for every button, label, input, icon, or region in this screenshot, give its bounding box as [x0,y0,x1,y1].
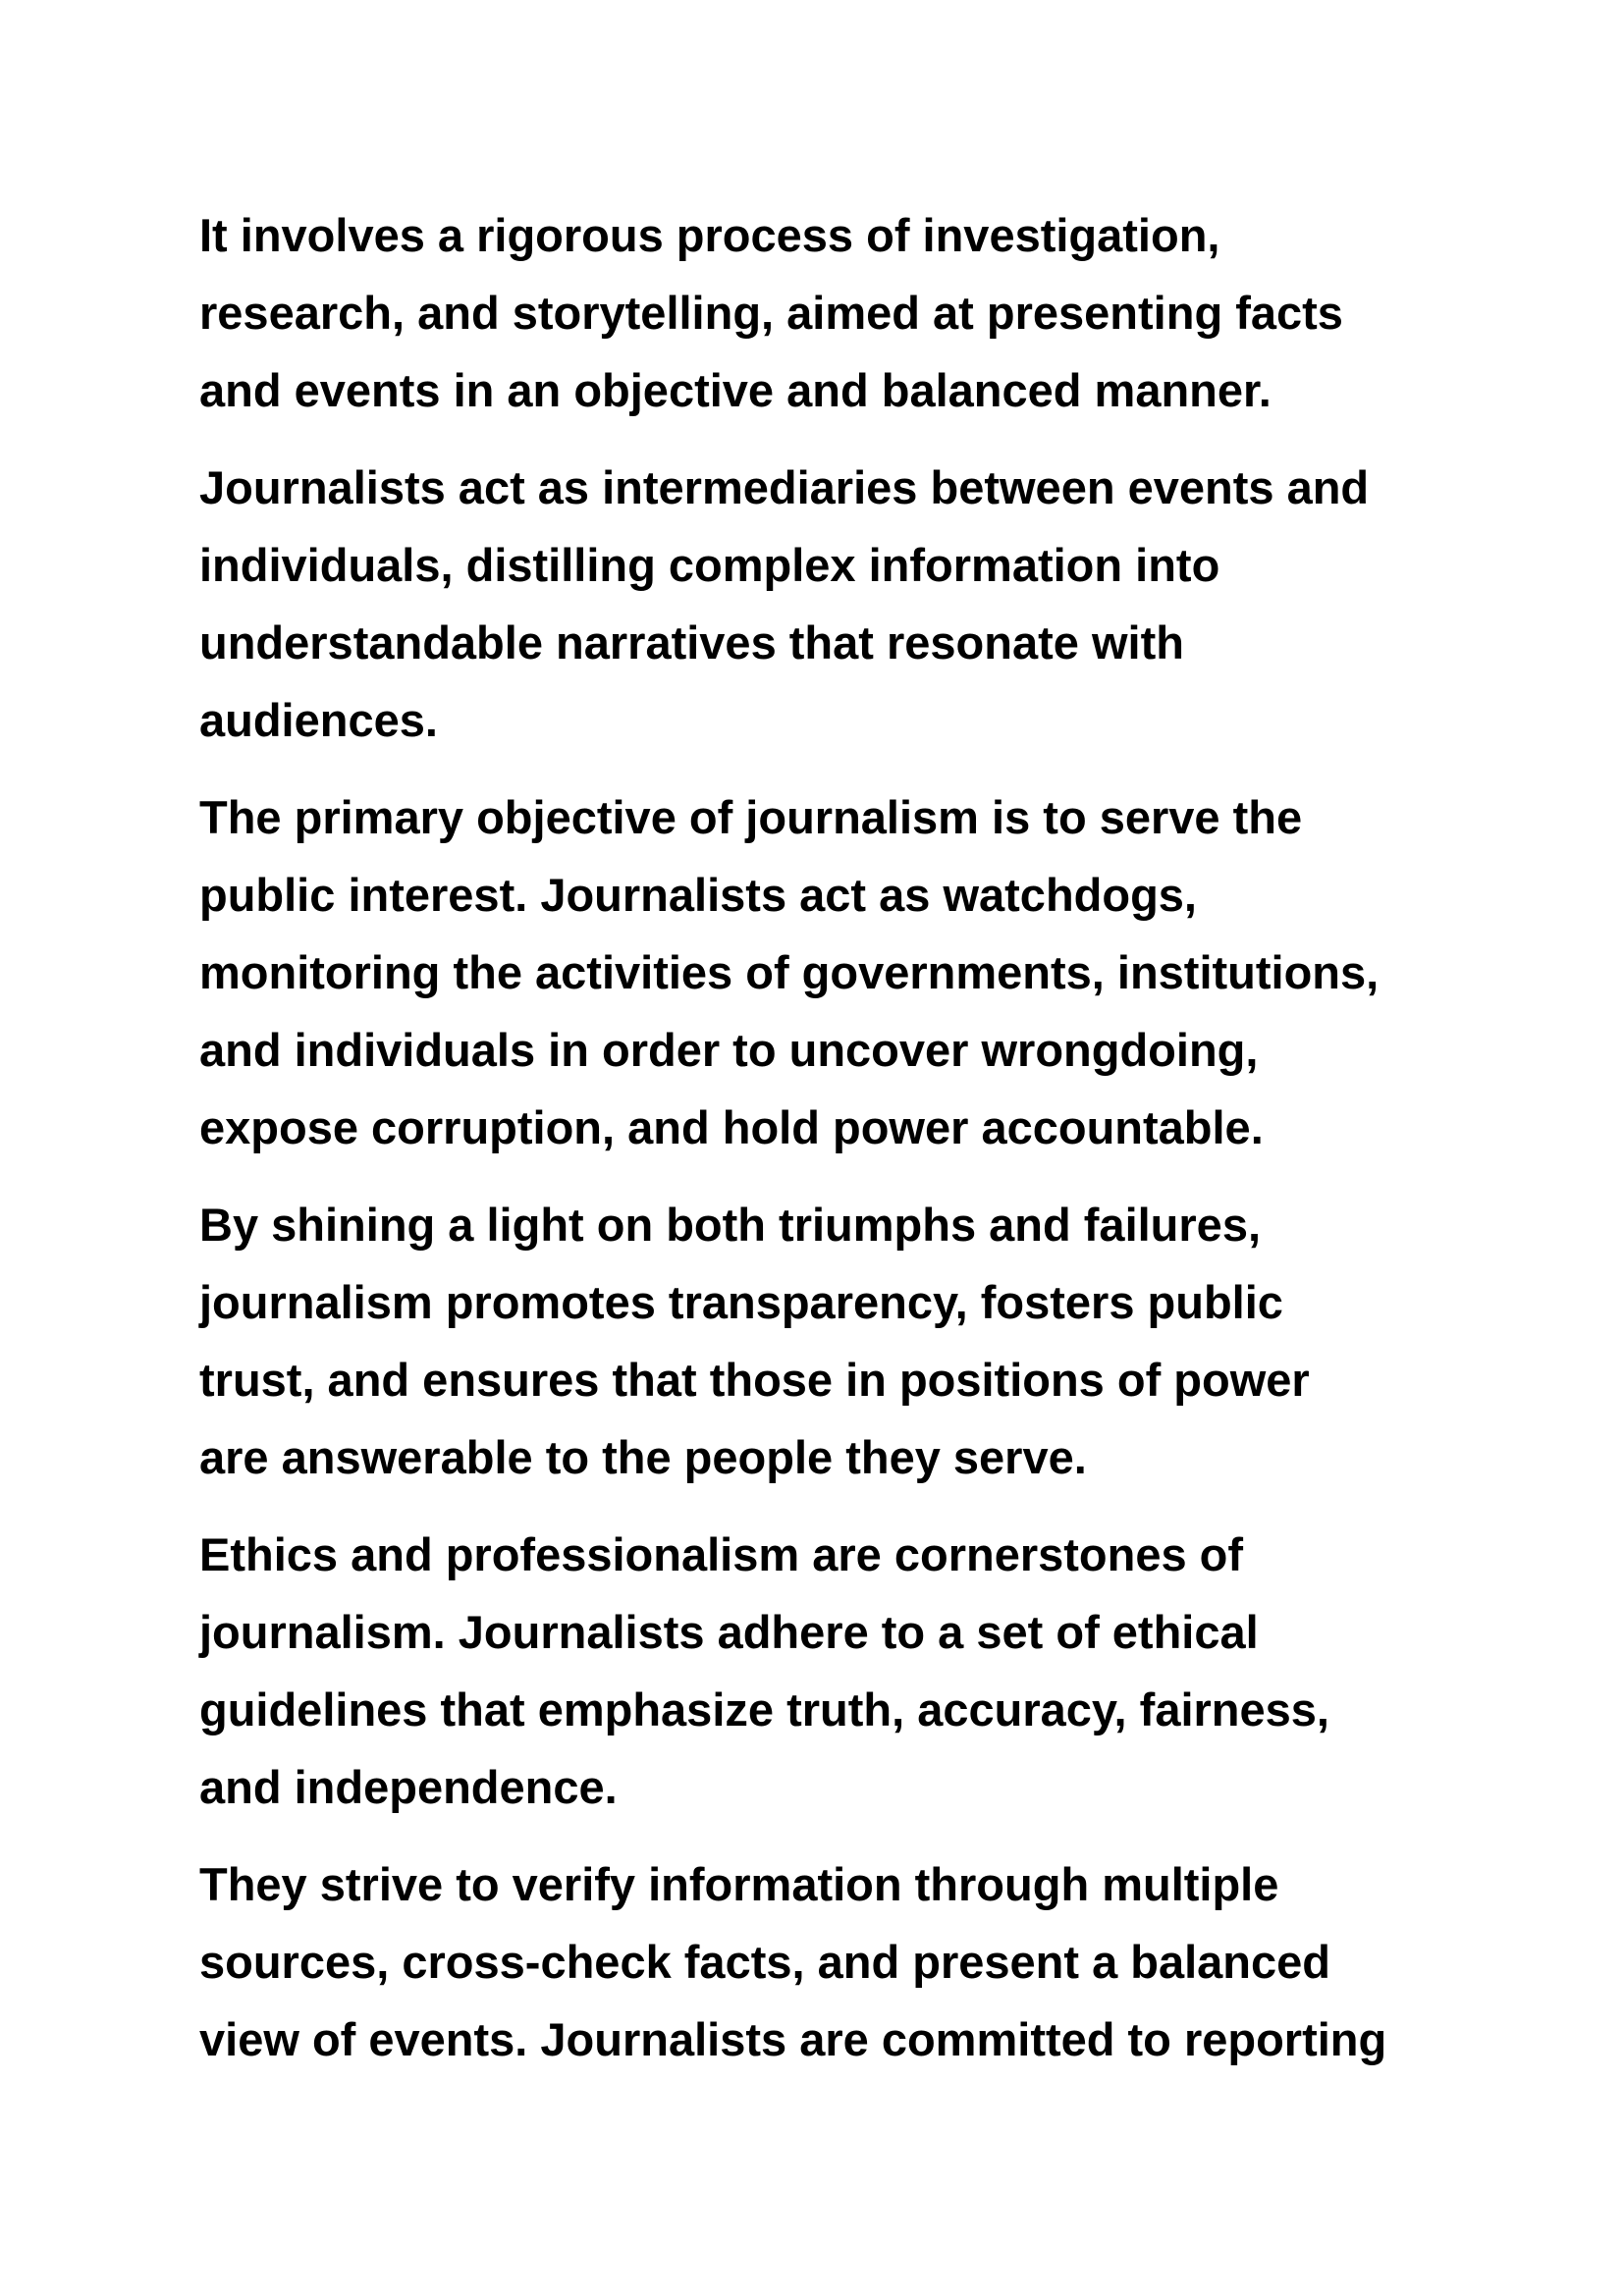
text-line: and events in an objective and balanced manner. [199,364,1272,416]
text-line: audiences. [199,694,438,746]
text-line: sources, cross-check facts, and present a balanced [199,1936,1331,1988]
text-line: trust, and ensures that those in positions of power [199,1354,1310,1406]
paragraph-public-interest [199,778,1476,1166]
text-line: expose corruption, and hold power accountable. [199,1101,1264,1153]
text-line: journalism. Journalists adhere to a set of ethical [199,1606,1259,1658]
text-line: Journalists act as intermediaries between events and [199,461,1370,513]
text-line: view of events. Journalists are committed to reporting [199,2013,1387,2065]
text-line: individuals, distilling complex information into [199,539,1220,591]
text-line: monitoring the activities of governments, institutions, [199,946,1380,998]
paragraph-transparency [199,1186,1476,1496]
text-line: understandable narratives that resonate with [199,616,1184,668]
paragraph-investigation [199,196,1476,429]
paragraph-intermediaries [199,449,1476,759]
text-line: journalism promotes transparency, fosters public [199,1276,1283,1328]
text-line: research, and storytelling, aimed at presenting facts [199,287,1343,339]
document-body [199,196,1476,2098]
text-line: Ethics and professionalism are cornerstones of [199,1528,1244,1580]
text-line: and individuals in order to uncover wrongdoing, [199,1024,1259,1076]
text-line: guidelines that emphasize truth, accuracy, fairness, [199,1683,1329,1735]
paragraph-ethics [199,1516,1476,1826]
text-line: and independence. [199,1761,618,1813]
text-line: The primary objective of journalism is to serve the [199,791,1303,843]
text-line: It involves a rigorous process of investigation, [199,209,1220,261]
text-line: They strive to verify information through multiple [199,1858,1279,1910]
text-line: are answerable to the people they serve. [199,1431,1087,1483]
text-line: public interest. Journalists act as watchdogs, [199,869,1197,921]
text-line: By shining a light on both triumphs and failures, [199,1199,1262,1251]
paragraph-verification [199,1845,1476,2078]
